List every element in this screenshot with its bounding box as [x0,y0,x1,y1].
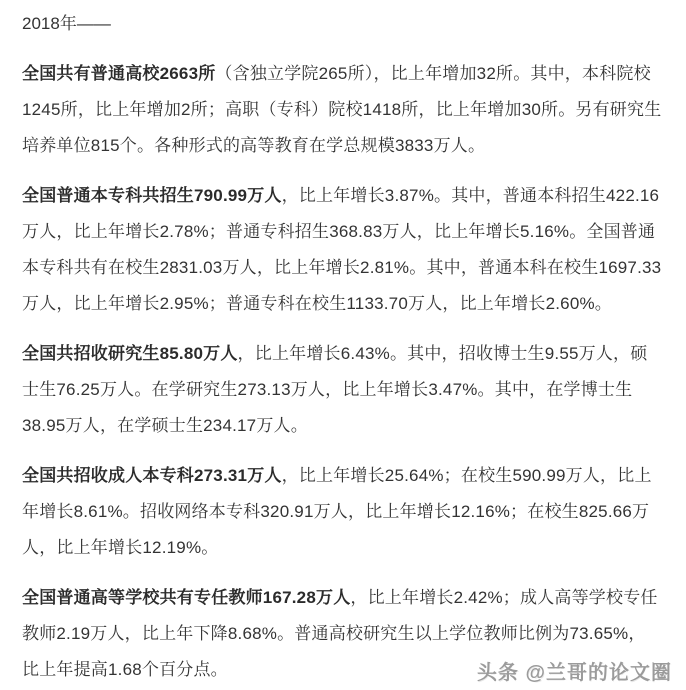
paragraph-lead-teachers: 全国普通高等学校共有专任教师167.28万人 [22,588,351,607]
paragraph-higher-education-institutions [22,56,662,164]
paragraph-body-institutions: （含独立学院265所），比上年增加32所。其中，本科院校1245所，比上年增加2所；高职（专科）院校1418所，比上年增加30所。另有研究生培养单位815个。各种形式的高等教育在学总规模3833万人。 [22,64,662,155]
paragraph-graduate-enrollment [22,336,662,444]
year-heading: 2018年—— [22,14,111,33]
paragraph-undergraduate-enrollment [22,178,662,322]
paragraph-lead-adult-education: 全国共招收成人本专科273.31万人 [22,466,282,485]
paragraph-lead-graduate: 全国共招收研究生85.80万人 [22,344,238,363]
paragraph-body-graduate: ，比上年增长6.43%。其中，招收博士生9.55万人，硕士生76.25万人。在学研究生273.13万人，比上年增长3.47%。其中，在学博士生38.95万人，在学硕士生234.17万人。 [22,344,648,435]
paragraph-lead-undergraduate: 全国普通本专科共招生790.99万人 [22,186,282,205]
paragraph-body-undergraduate: ，比上年增长3.87%。其中，普通本科招生422.16万人，比上年增长2.78%；普通专科招生368.83万人，比上年增长5.16%。全国普通本专科共有在校生2831.03万人，比上年增长2.81%。其中，普通本科在校生1697.33万人，比上年增长2.95%；普通专科在校生1133.70万人，比上年增长2.60%。 [22,186,662,313]
toutiao-watermark: 头条 @兰哥的论文圈 [476,662,672,684]
paragraph-adult-online-education [22,458,662,566]
paragraph-body-teachers: ，比上年增长2.42%；成人高等学校专任教师2.19万人，比上年下降8.68%。普通高校研究生以上学位教师比例为73.65%，比上年提高1.68个百分点。 [22,588,658,679]
paragraph-body-adult-education: ，比上年增长25.64%；在校生590.99万人，比上年增长8.61%。招收网络本专科320.91万人，比上年增长12.16%；在校生825.66万人，比上年增长12.19%。 [22,466,652,557]
paragraph-lead-institutions: 全国共有普通高校2663所 [22,64,216,83]
